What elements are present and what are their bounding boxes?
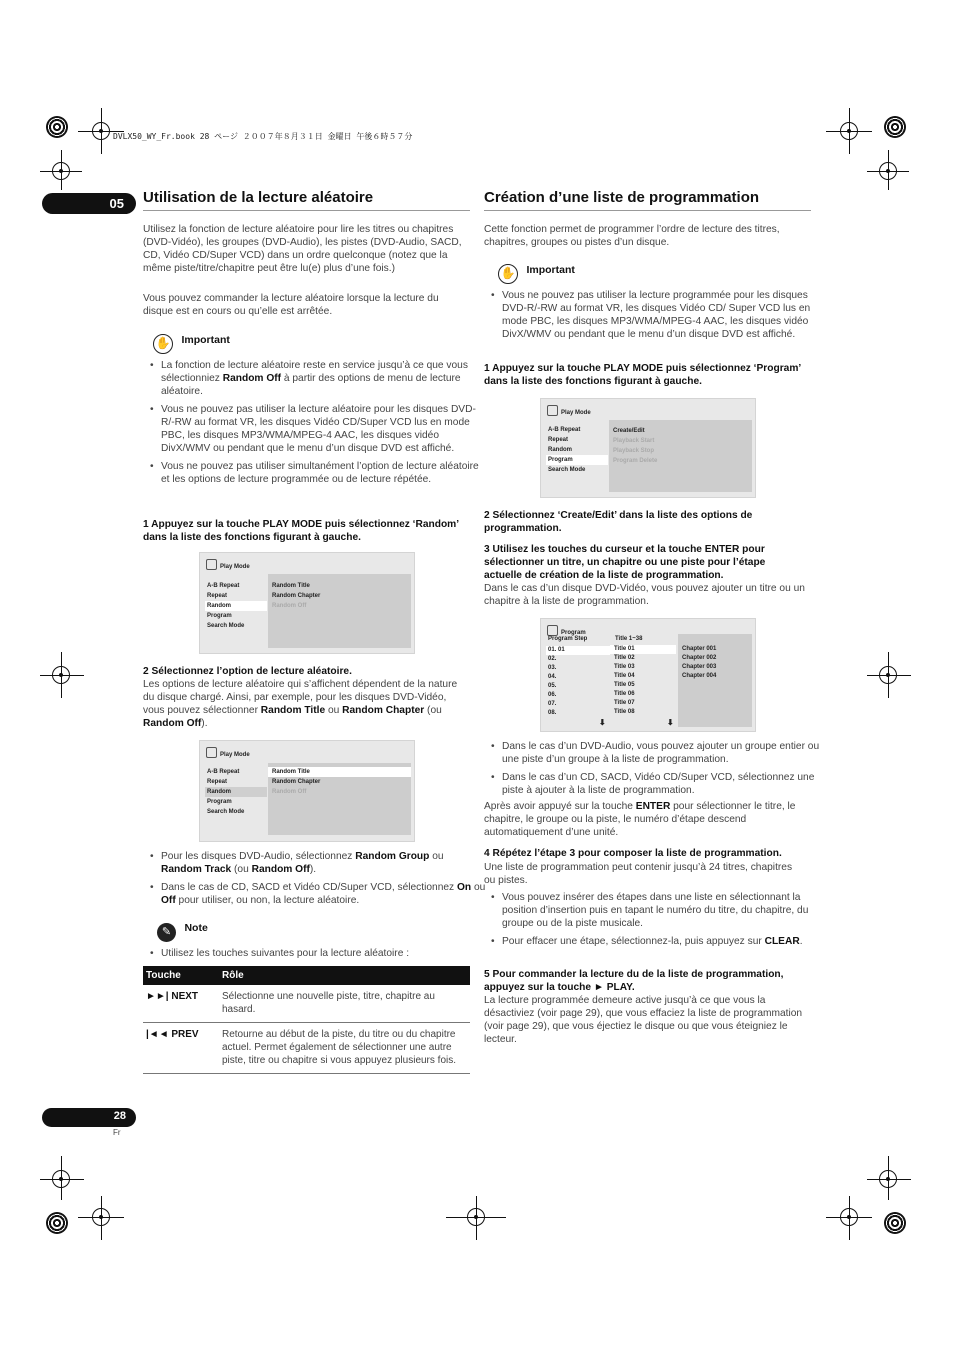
menu-item[interactable]: Repeat [207,593,228,599]
menu-item[interactable]: Search Mode [548,467,586,473]
screen-title: Program [547,625,586,636]
list-item: • Vous ne pouvez pas utiliser la lecture programmée pour les disques DVD-R/-RW au format VR, les disques Vidéo CD/ Super VCD lus en mode PBC, les disques MP3/WMA/MPEG-4 AAC, les disques vidéo DivX/WMV ou pendant que le menu d’un disque DVD est affiché. [502,289,828,341]
function-menu [546,425,608,475]
option-item[interactable]: Random Chapter [272,779,321,785]
step-item[interactable]: 05. [548,683,557,689]
arrow-down-icon: ⬇ [599,718,606,727]
left-intro-1: Utilisez la fonction de lecture aléatoire pour lire les titres ou chapitres (DVD-Vidéo), les groupes (DVD-Audio), les pistes (DVD-Audio, SACD, CD, Vidéo CD/Super VCD) dans un ordre quelconque (notez que la même piste/titre/chapitre peut être lu(e) plus d’une fois.) [143,224,462,274]
step-item[interactable]: 03. [548,665,557,671]
left-intro-2: Vous pouvez commander la lecture aléatoire lorsque la lecture du disque est en cours ou qu’elle est arrêtée. [143,293,439,317]
play-mode-screen-random-options [199,740,415,842]
program-screen [540,618,756,732]
right-step-3-body: Dans le cas d’un disque DVD-Vidéo, vous pouvez ajouter un titre ou un chapitre à la liste de programmation. [484,583,805,607]
divider [484,210,811,211]
menu-item[interactable]: A-B Repeat [207,583,240,589]
note-heading: ✎ $^{Note}$ [157,922,208,942]
right-step-5: 5 Pour commander la lecture du de la liste de programmation, appuyez sur la touche ► PLAY. [484,969,784,993]
option-item[interactable]: Playback Start [613,438,655,444]
right-important-list [484,289,828,346]
list-item: • La fonction de lecture aléatoire reste en service jusqu’à ce que vous sélectionniez Random Off à partir des options de menu de lecture aléatoire. [161,359,487,398]
right-step-5-body: La lecture programmée demeure active jusqu’à ce que vous la désactiviez (voir page 29), que vous effaciez la liste de programmation (voir page 29), que vous éjectiez le disque ou que vous éteigniez le lecteur. [484,995,803,1045]
play-mode-screen-random [199,552,415,654]
left-step-2-title: 2 Sélectionnez l’option de lecture aléatoire. [143,666,352,677]
step-item[interactable]: 06. [548,692,557,698]
chapter-item[interactable]: Chapter 003 [682,664,717,670]
option-item[interactable]: Playback Stop [613,448,655,454]
left-step-2-body: Les options de lecture aléatoire qui s’affichent dépendent de la nature du disque chargé. Ainsi, par exemple, pour les disques DVD-Vidéo, vous pouvez sélectionner Random Title ou Random Chapter (ou Random Off). [143,679,458,729]
right-section-title: Création d’une liste de programmation [484,189,760,206]
title-list [610,645,676,727]
note-icon: ✎ [157,923,176,942]
menu-item-selected[interactable]: Random [205,601,267,611]
list-item: • Pour effacer une étape, sélectionnez-la, puis appuyez sur CLEAR. [502,935,828,948]
key-prev: |◄◄ PREV [143,1023,219,1074]
language-code: Fr [113,1128,121,1137]
title-item[interactable]: Title 05 [614,682,635,688]
col-header: Program Step [548,636,588,642]
menu-item[interactable]: Search Mode [207,809,245,815]
title-item[interactable]: Title 08 [614,709,635,715]
options-panel [268,574,411,648]
screen-title: Play Mode [206,747,250,758]
option-item[interactable]: Create/Edit [613,428,645,434]
menu-item[interactable]: A-B Repeat [207,769,240,775]
option-item[interactable]: Random Off [272,603,307,609]
page-number-tab [42,1108,136,1127]
step-item[interactable]: 08. [548,710,557,716]
right-step-2: 2 Sélectionnez ‘Create/Edit’ dans la liste des options de programmation. [484,510,753,534]
chapter-number: 05 [109,196,124,211]
chapter-item[interactable]: Chapter 002 [682,655,717,661]
option-item-selected[interactable]: Random Title [268,767,411,777]
chapter-item[interactable]: Chapter 004 [682,673,717,679]
important-heading: ✋ $^{Important}$ [498,264,575,284]
left-important-list [143,359,487,491]
chapter-list [678,634,752,727]
function-menu [205,767,267,817]
option-item[interactable]: Random Chapter [272,593,321,599]
registration-mark-icon [46,1212,68,1234]
step-item-selected[interactable]: 01. 01 [546,646,610,655]
list-item: • Vous pouvez insérer des étapes dans une liste en sélectionnant la position d’insertion puis en tapant le numéro du titre, du chapitre, du groupe ou de la piste musicale. [502,891,828,930]
list-item: • Utilisez les touches suivantes pour la lecture aléatoire : [161,947,487,960]
left-section-title: Utilisation de la lecture aléatoire [143,189,374,206]
option-item[interactable]: Random Off [272,789,307,795]
divider [143,210,470,211]
page-number: 28 [113,1110,126,1122]
table-row [143,985,470,1023]
registration-mark-icon [884,116,906,138]
right-step-1: 1 Appuyez sur la touche PLAY MODE puis sélectionnez ‘Program’ dans la liste des fonctions figurant à gauche. [484,363,801,387]
program-steps [546,646,610,718]
chapter-tab [42,193,136,214]
options-panel [268,763,411,835]
menu-item[interactable]: Program [207,799,232,805]
option-item[interactable]: Program Delete [613,458,658,464]
col-header: Title 1~38 [615,636,643,642]
arrow-down-icon: ⬇ [667,718,674,727]
menu-item-active[interactable]: Random [205,787,267,797]
list-item: • Pour les disques DVD-Audio, sélectionnez Random Group ou Random Track (ou Random Off). [161,850,487,876]
right-step-4: 4 Répétez l’étape 3 pour composer la liste de programmation. [484,848,782,859]
left-notes-list [143,850,487,912]
title-item-selected[interactable]: Title 01 [610,645,676,654]
registration-mark-icon [884,1212,906,1234]
key-description: Sélectionne une nouvelle piste, titre, chapitre au hasard. [219,985,470,1023]
registration-mark-icon [46,116,68,138]
list-item: • Dans le cas d’un DVD-Audio, vous pouvez ajouter un groupe entier ou une piste d’un groupe à la liste de programmation. [502,740,828,766]
list-item: • Vous ne pouvez pas utiliser la lecture aléatoire pour les disques DVD-R/-RW au format VR, les disques Vidéo CD/Super VCD lus en mode PBC, les disques MP3/WMA/MPEG-4 AAC, les disques vidéo DivX/WMV ou pendant que le menu d’un disque DVD est affiché. [161,403,487,455]
menu-item[interactable]: Random [548,447,572,453]
menu-item[interactable]: A-B Repeat [548,427,581,433]
right-bullets [484,740,828,802]
play-mode-screen-program [540,398,756,498]
key-next: ►►| NEXT [143,985,219,1023]
chapter-item[interactable]: Chapter 001 [682,646,717,652]
right-step-4-body: Une liste de programmation peut contenir jusqu’à 24 titres, chapitres ou pistes. [484,862,793,886]
menu-item[interactable]: Program [207,613,232,619]
list-item: • Vous ne pouvez pas utiliser simultanément l’option de lecture aléatoire et les options de lecture programmée ou de lecture répétée. [161,460,487,486]
menu-item[interactable]: Repeat [207,779,228,785]
screen-title: Play Mode [547,405,591,416]
menu-item[interactable]: Search Mode [207,623,245,629]
important-heading: ✋ $^{Important}$ [153,334,230,354]
option-item[interactable]: Random Title [272,583,310,589]
table-row [143,1023,470,1074]
menu-item-selected[interactable]: Program [546,455,608,465]
right-intro: Cette fonction permet de programmer l’ordre de lecture des titres, chapitres, groupes ou pistes d’un disque. [484,224,780,248]
important-hand-icon: ✋ [498,264,518,284]
step-item[interactable]: 02. [548,656,557,662]
table-header: Rôle [219,966,470,985]
note-list [143,947,487,965]
menu-item[interactable]: Repeat [548,437,569,443]
title-item[interactable]: Title 03 [614,664,635,670]
title-item[interactable]: Title 04 [614,673,635,679]
title-item[interactable]: Title 02 [614,655,635,661]
right-step-3: 3 Utilisez les touches du curseur et la touche ENTER pour sélectionner un titre, un chapitre ou une piste pour l’étape actuelle de création de la liste de programmation. [484,544,766,581]
list-item: • Dans le cas de CD, SACD et Vidéo CD/Super VCD, sélectionnez On ou Off pour utiliser, ou non, la lecture aléatoire. [161,881,487,907]
right-after-enter: Après avoir appuyé sur la touche ENTER pour sélectionner le titre, le chapitre, le groupe ou la piste, le numéro d’étape descend automatiquement d’une unité. [484,801,796,838]
print-header: DVLX50_WY_Fr.book 28 ページ ２００７年８月３１日 金曜日 午後６時５７分 [113,132,413,141]
title-item[interactable]: Title 07 [614,700,635,706]
list-item: • Dans le cas d’un CD, SACD, Vidéo CD/Super VCD, sélectionnez une piste à ajouter à la liste de programmation. [502,771,828,797]
function-menu [205,581,267,631]
key-description: Retourne au début de la piste, du titre ou du chapitre actuel. Permet également de sélectionner une autre piste, titre ou chapitre si vous appuyez plusieurs fois. [219,1023,470,1074]
keys-table [143,966,470,1074]
title-item[interactable]: Title 06 [614,691,635,697]
table-header: Touche [143,966,219,985]
step-item[interactable]: 04. [548,674,557,680]
screen-title: Play Mode [206,559,250,570]
right-step-4-list [484,891,828,953]
left-step-1: 1 Appuyez sur la touche PLAY MODE puis sélectionnez ‘Random’ dans la liste des fonctions figurant à gauche. [143,519,459,543]
important-hand-icon: ✋ [153,334,173,354]
step-item[interactable]: 07. [548,701,557,707]
options-panel [609,420,752,492]
